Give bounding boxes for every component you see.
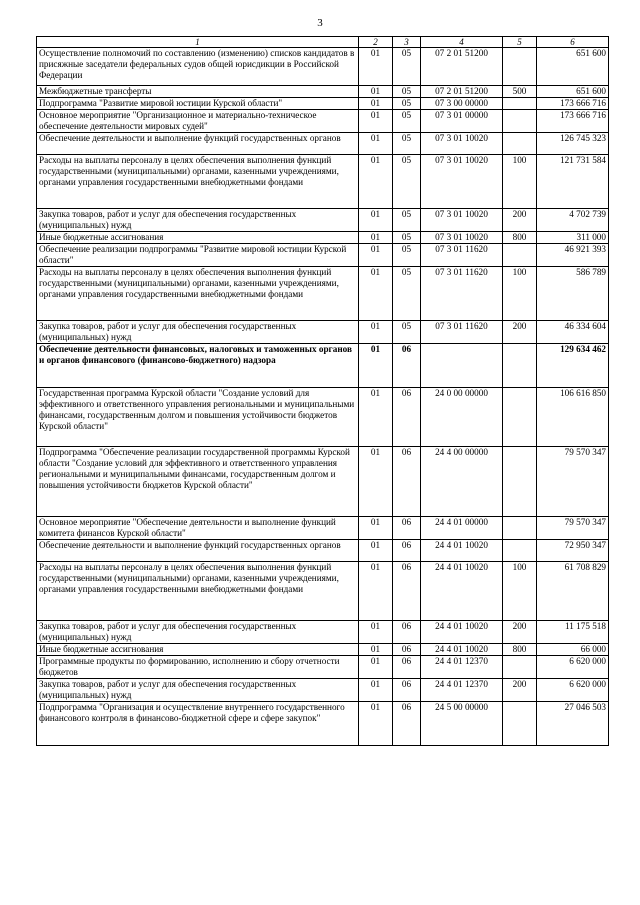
row-amount: 72 950 347	[537, 540, 609, 562]
row-amount: 586 789	[537, 267, 609, 321]
header-col-name: 1	[37, 37, 359, 48]
row-section: 01	[359, 679, 393, 702]
row-section: 01	[359, 562, 393, 621]
row-expense-type: 500	[503, 86, 537, 98]
row-target-code: 07 2 01 51200	[421, 86, 503, 98]
row-name: Обеспечение деятельности и выполнение функций государственных органов	[37, 133, 359, 155]
row-name: Основное мероприятие "Организационное и материально-техническое обеспечение деятельности мировых судей"	[37, 110, 359, 133]
row-section: 01	[359, 621, 393, 644]
table-row	[37, 98, 609, 110]
row-name: Основное мероприятие "Обеспечение деятельности и выполнение функций комитета финансов Курской области"	[37, 517, 359, 540]
row-section: 01	[359, 155, 393, 209]
table-row	[37, 209, 609, 232]
row-subsection: 05	[393, 209, 421, 232]
row-expense-type: 200	[503, 209, 537, 232]
row-section: 01	[359, 48, 393, 86]
row-amount: 311 000	[537, 232, 609, 244]
row-subsection: 06	[393, 656, 421, 679]
row-amount: 4 702 739	[537, 209, 609, 232]
row-amount: 27 046 503	[537, 702, 609, 746]
row-subsection: 05	[393, 232, 421, 244]
table-row	[37, 388, 609, 447]
table-row	[37, 679, 609, 702]
row-expense-type	[503, 110, 537, 133]
row-expense-type	[503, 656, 537, 679]
row-target-code: 07 3 01 10020	[421, 133, 503, 155]
row-amount: 79 570 347	[537, 517, 609, 540]
row-amount: 11 175 518	[537, 621, 609, 644]
row-expense-type: 200	[503, 679, 537, 702]
row-section: 01	[359, 517, 393, 540]
row-section: 01	[359, 267, 393, 321]
row-subsection: 06	[393, 644, 421, 656]
budget-table	[36, 36, 609, 746]
row-subsection: 05	[393, 110, 421, 133]
row-section: 01	[359, 98, 393, 110]
row-expense-type	[503, 517, 537, 540]
row-section: 01	[359, 656, 393, 679]
header-col-pr: 3	[393, 37, 421, 48]
row-target-code: 24 4 01 10020	[421, 621, 503, 644]
row-target-code: 07 3 00 00000	[421, 98, 503, 110]
row-name: Закупка товаров, работ и услуг для обеспечения государственных (муниципальных) нужд	[37, 621, 359, 644]
row-expense-type	[503, 48, 537, 86]
row-name: Иные бюджетные ассигнования	[37, 232, 359, 244]
row-expense-type	[503, 344, 537, 388]
row-subsection: 05	[393, 98, 421, 110]
row-target-code: 07 3 01 11620	[421, 244, 503, 267]
row-amount: 106 616 850	[537, 388, 609, 447]
row-section: 01	[359, 209, 393, 232]
row-amount: 126 745 323	[537, 133, 609, 155]
table-row	[37, 656, 609, 679]
row-name: Расходы на выплаты персоналу в целях обеспечения выполнения функций государственными (муниципальными) органами, казенными учреждениями, органами управления государственными внебюджетными фондами	[37, 267, 359, 321]
table-row	[37, 621, 609, 644]
row-subsection: 06	[393, 517, 421, 540]
row-section: 01	[359, 321, 393, 344]
row-expense-type: 100	[503, 562, 537, 621]
row-name: Расходы на выплаты персоналу в целях обеспечения выполнения функций государственными (муниципальными) органами, казенными учреждениями, органами управления государственными внебюджетными фондами	[37, 155, 359, 209]
row-target-code: 24 0 00 00000	[421, 388, 503, 447]
row-expense-type: 200	[503, 621, 537, 644]
row-amount: 46 334 604	[537, 321, 609, 344]
row-expense-type	[503, 447, 537, 517]
header-row	[37, 37, 609, 48]
row-name: Расходы на выплаты персоналу в целях обеспечения выполнения функций государственными (муниципальными) органами, казенными учреждениями, органами управления государственными внебюджетными фондами	[37, 562, 359, 621]
row-target-code: 24 4 01 10020	[421, 562, 503, 621]
header-col-sum: 6	[537, 37, 609, 48]
row-section: 01	[359, 110, 393, 133]
row-target-code	[421, 344, 503, 388]
row-section: 01	[359, 232, 393, 244]
row-name: Осуществление полномочий по составлению (изменению) списков кандидатов в присяжные заседатели федеральных судов общей юрисдикции в Российской Федерации	[37, 48, 359, 86]
row-target-code: 07 3 01 10020	[421, 155, 503, 209]
row-amount: 46 921 393	[537, 244, 609, 267]
row-subsection: 05	[393, 321, 421, 344]
row-amount: 66 000	[537, 644, 609, 656]
row-name: Подпрограмма "Обеспечение реализации государственной программы Курской области "Создание условий для эффективного и ответственного управления региональными и муниципальными финансами, государственным долгом и повышения устойчивости бюджетов Курской области"	[37, 447, 359, 517]
row-subsection: 06	[393, 679, 421, 702]
row-expense-type	[503, 244, 537, 267]
row-target-code: 07 3 01 10020	[421, 232, 503, 244]
row-target-code: 24 4 01 00000	[421, 517, 503, 540]
row-expense-type: 800	[503, 644, 537, 656]
table-row	[37, 48, 609, 86]
row-subsection: 05	[393, 133, 421, 155]
table-row	[37, 644, 609, 656]
row-name: Обеспечение реализации подпрограммы "Развитие мировой юстиции Курской области"	[37, 244, 359, 267]
header-col-rz: 2	[359, 37, 393, 48]
table-row	[37, 86, 609, 98]
row-name: Закупка товаров, работ и услуг для обеспечения государственных (муниципальных) нужд	[37, 209, 359, 232]
row-expense-type: 200	[503, 321, 537, 344]
row-name: Закупка товаров, работ и услуг для обеспечения государственных (муниципальных) нужд	[37, 321, 359, 344]
row-name: Государственная программа Курской области "Создание условий для эффективного и ответственного управления региональными и муниципальными финансами, государственным долгом и повышения устойчивости бюджетов Курской области"	[37, 388, 359, 447]
table-row	[37, 267, 609, 321]
row-section: 01	[359, 86, 393, 98]
row-subsection: 05	[393, 48, 421, 86]
header-col-csr: 4	[421, 37, 503, 48]
table-row	[37, 447, 609, 517]
row-section: 01	[359, 388, 393, 447]
table-row	[37, 540, 609, 562]
row-expense-type	[503, 133, 537, 155]
row-expense-type: 800	[503, 232, 537, 244]
table-row	[37, 110, 609, 133]
table-row	[37, 321, 609, 344]
row-amount: 651 600	[537, 48, 609, 86]
row-target-code: 07 3 01 00000	[421, 110, 503, 133]
row-expense-type: 100	[503, 155, 537, 209]
row-target-code: 24 4 01 12370	[421, 656, 503, 679]
table-row	[37, 702, 609, 746]
table-row	[37, 232, 609, 244]
row-name: Иные бюджетные ассигнования	[37, 644, 359, 656]
row-subsection: 05	[393, 155, 421, 209]
page-number: 3	[317, 17, 323, 29]
row-expense-type: 100	[503, 267, 537, 321]
row-amount: 173 666 716	[537, 98, 609, 110]
row-name: Подпрограмма "Организация и осуществление внутреннего государственного финансового контроля в финансово-бюджетной сфере и сфере закупок"	[37, 702, 359, 746]
row-section: 01	[359, 540, 393, 562]
row-expense-type	[503, 388, 537, 447]
row-name: Межбюджетные трансферты	[37, 86, 359, 98]
row-subsection: 06	[393, 702, 421, 746]
table-row	[37, 155, 609, 209]
header-col-vr: 5	[503, 37, 537, 48]
row-section: 01	[359, 133, 393, 155]
row-name: Закупка товаров, работ и услуг для обеспечения государственных (муниципальных) нужд	[37, 679, 359, 702]
row-name: Обеспечение деятельности и выполнение функций государственных органов	[37, 540, 359, 562]
row-section: 01	[359, 344, 393, 388]
table-row	[37, 562, 609, 621]
row-subsection: 06	[393, 562, 421, 621]
table-row	[37, 517, 609, 540]
row-section: 01	[359, 244, 393, 267]
row-expense-type	[503, 702, 537, 746]
row-target-code: 07 3 01 11620	[421, 267, 503, 321]
table-row	[37, 244, 609, 267]
table-row	[37, 133, 609, 155]
row-amount: 61 708 829	[537, 562, 609, 621]
row-amount: 6 620 000	[537, 679, 609, 702]
row-target-code: 07 3 01 10020	[421, 209, 503, 232]
row-subsection: 05	[393, 86, 421, 98]
row-amount: 129 634 462	[537, 344, 609, 388]
row-expense-type	[503, 540, 537, 562]
row-expense-type	[503, 98, 537, 110]
table-row	[37, 344, 609, 388]
row-target-code: 24 4 01 12370	[421, 679, 503, 702]
row-amount: 79 570 347	[537, 447, 609, 517]
row-name: Подпрограмма "Развитие мировой юстиции Курской области"	[37, 98, 359, 110]
row-target-code: 24 5 00 00000	[421, 702, 503, 746]
row-amount: 173 666 716	[537, 110, 609, 133]
row-subsection: 06	[393, 621, 421, 644]
row-section: 01	[359, 644, 393, 656]
row-amount: 6 620 000	[537, 656, 609, 679]
row-amount: 121 731 584	[537, 155, 609, 209]
row-section: 01	[359, 447, 393, 517]
row-subsection: 06	[393, 388, 421, 447]
row-subsection: 06	[393, 540, 421, 562]
row-name: Программные продукты по формированию, исполнению и сбору отчетности бюджетов	[37, 656, 359, 679]
row-target-code: 07 3 01 11620	[421, 321, 503, 344]
row-section: 01	[359, 702, 393, 746]
row-target-code: 24 4 01 10020	[421, 540, 503, 562]
row-subsection: 06	[393, 447, 421, 517]
row-amount: 651 600	[537, 86, 609, 98]
row-subsection: 05	[393, 267, 421, 321]
row-target-code: 24 4 00 00000	[421, 447, 503, 517]
row-target-code: 07 2 01 51200	[421, 48, 503, 86]
row-name: Обеспечение деятельности финансовых, налоговых и таможенных органов и органов финансового (финансово-бюджетного) надзора	[37, 344, 359, 388]
row-subsection: 06	[393, 344, 421, 388]
row-subsection: 05	[393, 244, 421, 267]
row-target-code: 24 4 01 10020	[421, 644, 503, 656]
